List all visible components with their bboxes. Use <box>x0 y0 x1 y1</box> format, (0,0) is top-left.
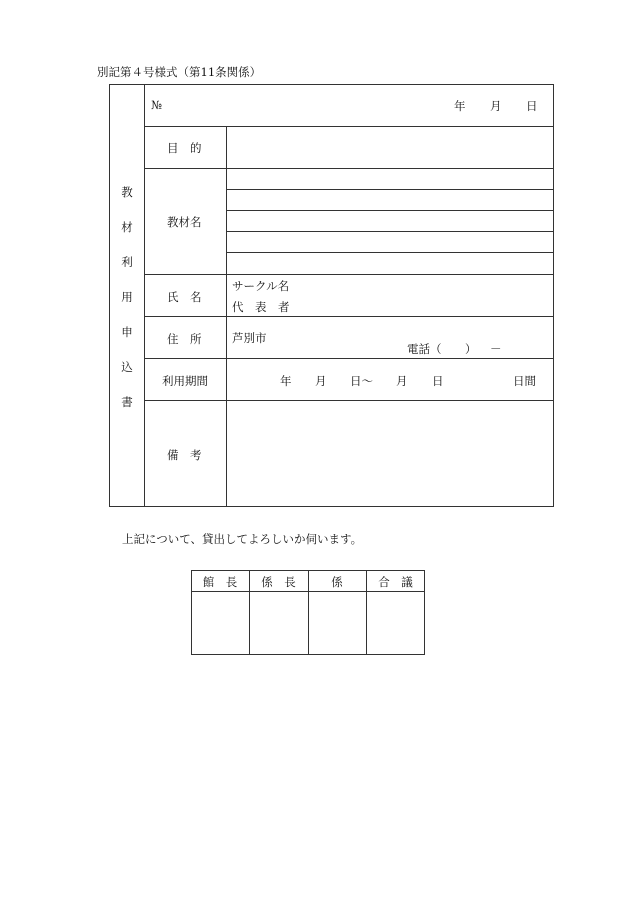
side-title-char: 利 <box>121 255 133 269</box>
approval-note: 上記について、貸出してよろしいか伺います。 <box>122 532 363 546</box>
phone-dash: － <box>490 342 502 356</box>
side-title-char: 込 <box>121 360 133 374</box>
approval-header-consultation: 合 議 <box>378 575 413 589</box>
purpose-field[interactable] <box>228 128 552 166</box>
material-line <box>226 231 554 232</box>
circle-name-field[interactable] <box>300 276 552 294</box>
period-year: 年 <box>280 374 292 388</box>
approval-header-director: 館 長 <box>202 575 238 589</box>
period-month: 月 <box>315 374 327 388</box>
period-label: 利用期間 <box>162 374 208 388</box>
material-field[interactable] <box>228 191 552 209</box>
side-title-char: 教 <box>121 185 133 199</box>
address-value: 芦別市 <box>232 331 267 345</box>
remarks-field[interactable] <box>228 402 552 505</box>
side-title-char: 材 <box>121 220 133 234</box>
phone-area-code-field[interactable] <box>440 339 462 355</box>
address-field[interactable] <box>268 320 552 338</box>
material-field[interactable] <box>228 233 552 251</box>
circle-name-label: サークル名 <box>232 279 290 293</box>
approval-header-staff: 係 <box>331 575 343 589</box>
year-label: 年 <box>454 99 466 113</box>
period-day-to: 日 <box>432 374 444 388</box>
side-title-char: 申 <box>121 325 133 339</box>
month-label: 月 <box>490 99 502 113</box>
material-line <box>226 189 554 190</box>
approval-header-chief: 係 長 <box>261 575 296 589</box>
material-line <box>226 252 554 253</box>
row-divider <box>144 358 554 359</box>
material-field[interactable] <box>228 170 552 188</box>
material-field[interactable] <box>228 254 552 272</box>
side-title-char: 用 <box>121 290 133 304</box>
name-label: 氏 名 <box>167 290 202 304</box>
side-title-divider <box>144 84 145 507</box>
phone-paren-close: ） <box>465 342 477 356</box>
row-divider <box>144 400 554 401</box>
address-label: 住 所 <box>167 332 202 346</box>
approval-stamp-consultation[interactable] <box>368 593 423 653</box>
approval-stamp-director[interactable] <box>193 593 248 653</box>
row-divider <box>144 274 554 275</box>
row-divider <box>144 126 554 127</box>
form-code: 別記第４号様式（第11条関係） <box>97 65 262 79</box>
material-field[interactable] <box>228 212 552 230</box>
approval-stamp-chief[interactable] <box>251 593 307 653</box>
material-label: 教材名 <box>167 215 202 229</box>
phone-number-field[interactable] <box>474 339 552 355</box>
period-field[interactable] <box>228 360 552 398</box>
number-field[interactable] <box>170 90 440 120</box>
representative-field[interactable] <box>300 296 552 314</box>
phone-label: 電話（ <box>407 342 442 356</box>
representative-label: 代 表 者 <box>232 300 290 314</box>
period-days: 日間 <box>513 374 536 388</box>
period-month-to: 月 <box>396 374 408 388</box>
material-line <box>226 210 554 211</box>
row-divider <box>144 168 554 169</box>
row-divider <box>144 316 554 317</box>
approval-stamp-staff[interactable] <box>310 593 365 653</box>
day-label: 日 <box>526 99 538 113</box>
remarks-label: 備 考 <box>167 448 202 462</box>
purpose-label: 目 的 <box>167 141 202 155</box>
period-day-from: 日～ <box>350 374 373 388</box>
side-title-char: 書 <box>121 395 133 409</box>
number-label: № <box>151 98 162 112</box>
